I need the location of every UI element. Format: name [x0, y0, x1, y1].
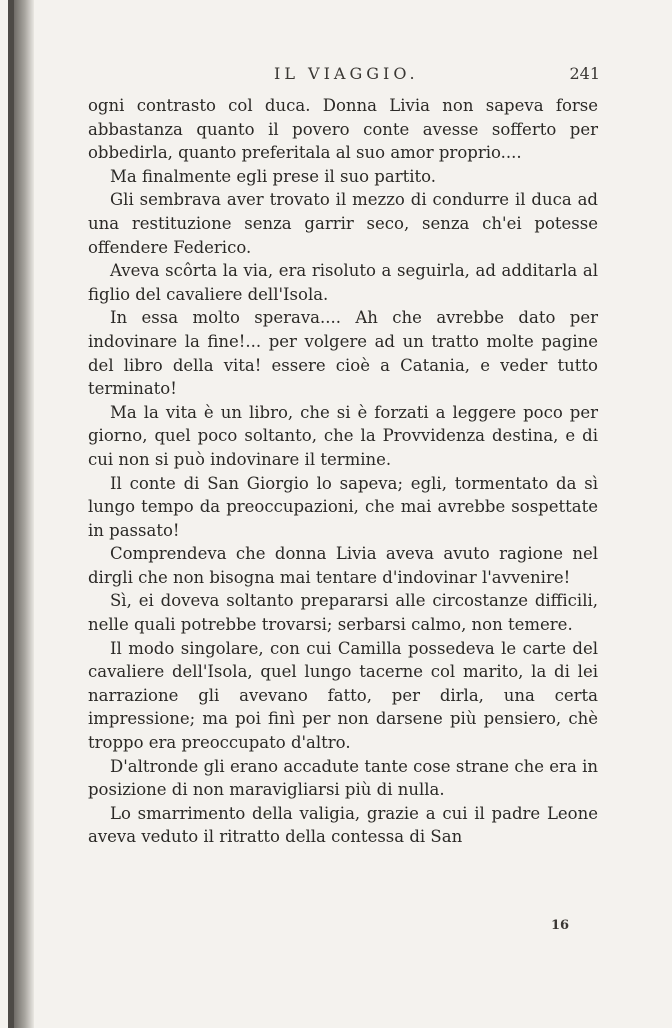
paragraph: Sì, ei doveva soltanto prepararsi alle circostanze difficili, nelle quali potrebbe trovarsi; serbarsi calmo, non temere.: [88, 591, 598, 635]
paragraph: Comprendeva che donna Livia aveva avuto ragione nel dirgli che non bisogna mai tentare d'indovinar l'avvenire!: [88, 544, 598, 587]
page-edge: [14, 0, 34, 1028]
running-title: IL VIAGGIO.: [274, 64, 419, 83]
paragraph: Gli sembrava aver trovato il mezzo di condurre il duca ad una restituzione senza garrir seco, senza ch'ei potesse offendere Federico.: [88, 190, 598, 257]
paragraph: Il conte di San Giorgio lo sapeva; egli, tormentato da sì lungo tempo da preoccupazioni, che mai avrebbe sospettate in passato!: [88, 473, 598, 540]
paragraph: D'altronde gli erano accadute tante cose strane che era in posizione di non maravigliarsi più di nulla.: [88, 756, 598, 800]
paragraph: Ma finalmente egli prese il suo partito.: [110, 166, 437, 186]
page-header: [88, 60, 600, 90]
signature-mark: 16: [551, 918, 570, 933]
page-number: 241: [569, 64, 600, 83]
paragraph: Il modo singolare, con cui Camilla possedeva le carte del cavaliere dell'Isola, quel lungo tacerne col marito, la di lei narrazione gli avevano fatto, per dirla, una certa impressione; ma poi finì per non darsene più pensiero, chè troppo era preoccupato d'altro.: [88, 638, 598, 753]
paragraph: Ma la vita è un libro, che si è forzati a leggere poco per giorno, quel poco soltanto, che la Provvidenza destina, e di cui non si può indovinare il termine.: [88, 402, 598, 469]
paragraph: Aveva scôrta la via, era risoluto a seguirla, ad additarla al figlio del cavaliere dell'Isola.: [88, 261, 598, 304]
paragraph: Lo smarrimento della valigia, grazie a cui il padre Leone aveva veduto il ritratto della contessa di San: [88, 803, 598, 847]
paragraph: ogni contrasto col duca. Donna Livia non sapeva forse abbastanza quanto il povero conte avesse sofferto per obbedirla, quanto preferitala al suo amor proprio....: [88, 96, 598, 163]
paragraph: In essa molto sperava.... Ah che avrebbe dato per indovinare la fine!... per volgere ad un tratto molte pagine del libro della vita! essere cioè a Catania, e veder tutto terminato!: [88, 308, 598, 399]
body-text: [88, 94, 598, 849]
